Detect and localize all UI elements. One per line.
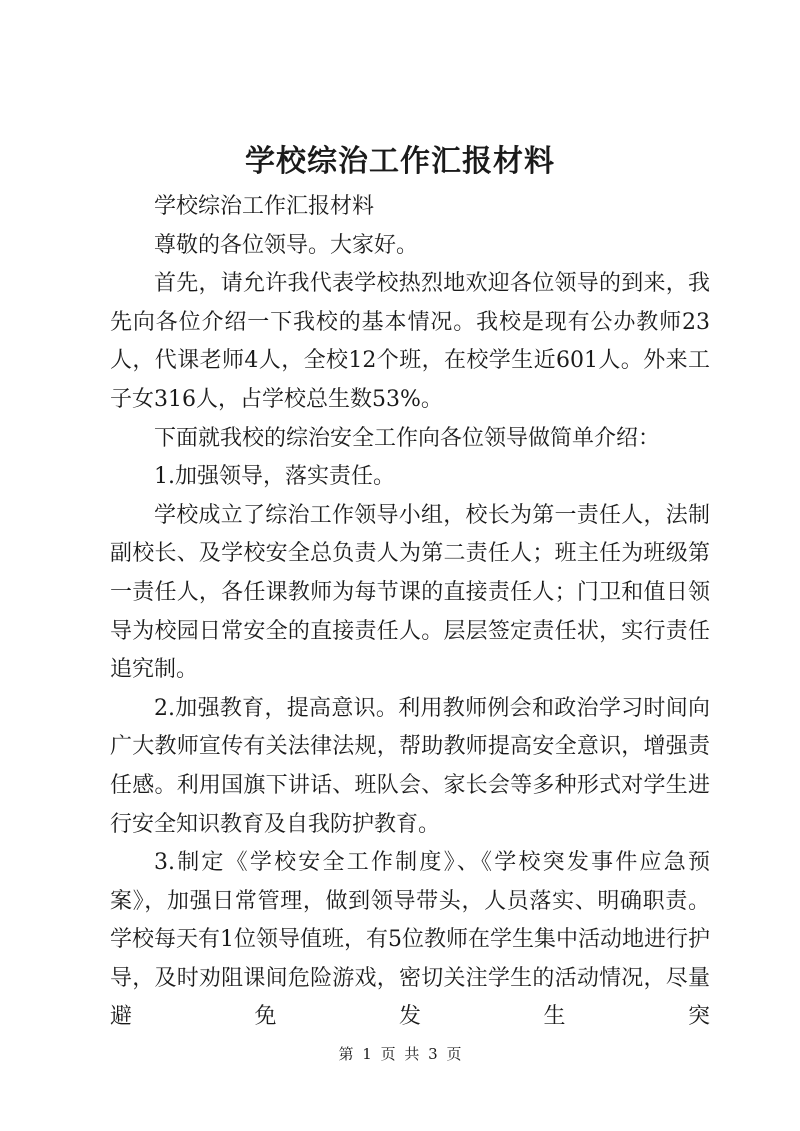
paragraph-overview: 下面就我校的综治安全工作向各位领导做简单介绍： <box>154 425 661 451</box>
paragraph-greeting: 尊敬的各位领导。大家好。 <box>154 232 419 258</box>
page-footer: 第 1 页 共 3 页 <box>338 1045 462 1063</box>
paragraph-heading-1: 1.加强领导，落实责任。 <box>154 464 395 490</box>
paragraph-introduction: 首先，请允许我代表学校热烈地欢迎各位领导的到来，我先向各位介绍一下我校的基本情况。我校是现有公办教师23人，代课老师4人，全校12个班，在校学生近601人。外来工子女316人，占学校总生数53%。 <box>110 271 710 412</box>
paragraph-subtitle: 学校综治工作汇报材料 <box>154 194 375 219</box>
paragraph-education: 2.加强教育，提高意识。利用教师例会和政治学习时间向广大教师宣传有关法律法规，帮助教师提高安全意识，增强责任感。利用国旗下讲话、班队会、家长会等多种形式对学生进行安全知识教育及自我防护教育。 <box>110 695 710 837</box>
document-title: 学校综治工作汇报材料 <box>245 144 555 179</box>
document-body <box>110 188 710 1037</box>
paragraph-responsibility: 学校成立了综治工作领导小组，校长为第一责任人，法制副校长、及学校安全总负责人为第二责任人；班主任为班级第一责任人，各任课教师为每节课的直接责任人；门卫和值日领导为校园日常安全的直接责任人。层层签定责任状，实行责任追究制。 <box>110 502 710 683</box>
paragraph-regulations: 3.制定《学校安全工作制度》、《学校突发事件应急预案》，加强日常管理，做到领导带头，人员落实、明确职责。学校每天有1位领导值班，有5位教师在学生集中活动地进行护导，及时劝阻课间危险游戏，密切关注学生的活动情况，尽量避免发生突 <box>110 850 710 1030</box>
